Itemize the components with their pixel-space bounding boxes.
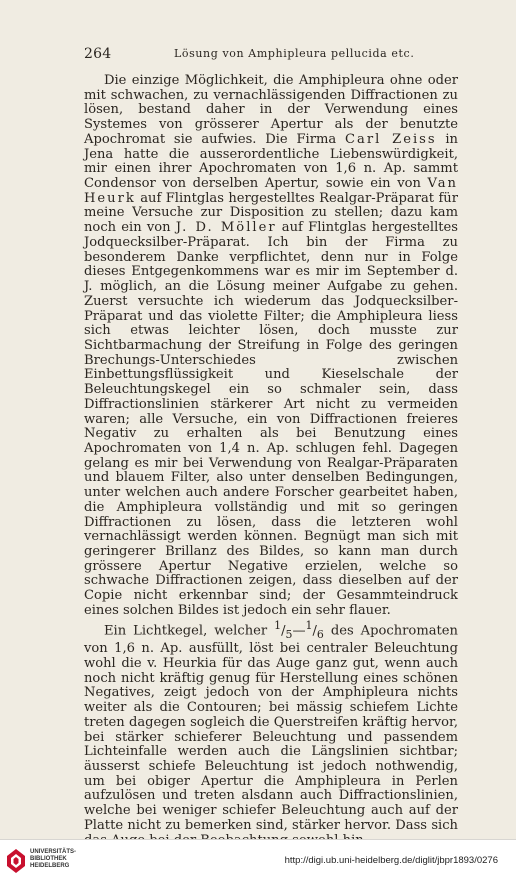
running-title: Lösung von Amphipleura pellucida etc. xyxy=(174,47,415,60)
paragraph-1-text-a: Die einzige Möglichkeit, die Amphipleura ohne oder mit schwachen, zu vernachlässigenden Diffractionen zu lösen, bestand daher in der Verwendung eines Systemes von grösserer Apertur als der benutzte Apochromat sie aufwies. Die Firma xyxy=(84,73,458,147)
fraction-2-denominator: 6 xyxy=(316,627,324,641)
body-text xyxy=(84,74,458,848)
fraction-1-denominator: 5 xyxy=(285,627,293,641)
name-carl-zeiss: Carl Zeiss xyxy=(345,131,437,147)
name-van-heurk: Van Heurk xyxy=(84,176,458,206)
name-moeller: J. D. Möller xyxy=(175,220,277,236)
fraction-2-numerator: 1 xyxy=(305,618,313,632)
permalink-url[interactable]: http://digi.ub.uni-heidelberg.de/diglit/jbpr1893/0276 xyxy=(284,855,498,866)
paragraph-2: Ein Lichtkegel, welcher $^1/_5—^1/_6$ des Apochromaten von 1,6 n. Ap. ausfüllt, löst bei centraler Beleuchtung wohl die v. Heurkia für das Auge ganz gut, wenn auch noch nicht kräftig genug für Herstellung eines schönen Negatives, zeigt jedoch von der Amphipleura nichts weiter als die Contouren; bei mässig schiefem Lichte treten dagegen sogleich die Querstreifen kräftig hervor, bei stärker schieferer Beleuchtung und passendem Lichteinfalle werden auch die Längslinien sichtbar; äusserst schiefe Beleuchtung ist jedoch nothwendig, um bei obiger Apertur die Amphipleura in Perlen aufzulösen und treten alsdann auch Diffractionslinien, welche bei weniger schiefer Beleuchtung auch auf der Platte nicht zu bemerken sind, stärker hervor. Dass sich xyxy=(84,619,458,849)
library-name xyxy=(30,849,76,870)
library-name-line-2: BIBLIOTHEK xyxy=(30,856,67,862)
library-name-line-3: HEIDELBERG xyxy=(30,863,70,869)
paragraph-1-text-c: auf Flintglas hergestelltes Realgar-Präparat für meine Versuche zur Disposition zu stellen; dazu kam noch ein von xyxy=(84,190,458,236)
paragraph-2-text-a: Ein Lichtkegel, welcher xyxy=(104,622,275,638)
university-library-logo-icon xyxy=(6,848,26,874)
paragraph-1-text-b: in Jena hatte die ausserordentliche Liebenswürdigkeit, mir einen ihrer Apochromaten von 1,6 n. Ap. sammt Condensor von derselben Apertur, sowie ein von xyxy=(84,131,458,192)
page-number: 264 xyxy=(84,46,112,62)
library-name-line-1: UNIVERSITÄTS- xyxy=(30,849,77,855)
paragraph-1-text-d: auf Flintglas hergestelltes Jodquecksilber-Präparat. Ich bin der Firma zu besonderem Danke verpflichtet, denn nur in Folge dieses Entgegenkommens war es mir im September d. J. möglich, an die Lösung meiner Aufgabe zu gehen. Zuerst versuchte ich wiederum das Jodquecksilber-Präparat und das violette Filter; die Amphipleura liess sich etwas leichter lösen, doch musste zur Sichtbarmachung der Streifung in Folge des geringen Brechungs-Unterschiedes zwischen Einbettungsflüssigkeit und Kieselschale der Beleuchtungskegel ein so schmaler sein, dass Diffractionslinien stärkerer Art nicht zu vermeiden waren; alle Versuche, ein von Diffractionen freieres Negativ zu erhalten als bei Benutzung eines Apochromaten von 1,4 n. Ap. schlugen fehl. Dagegen gelang es mir bei Verwendung von Realgar-Präparaten und blauem Filter, also unter denselben Bedingungen, unter welchen auch andere Forscher gearbeitet haben, die Amphipleura vollständig und mit so geringen Diffractionen zu lösen, dass die letzteren wohl vernachlässigt werden können. Begnügt man sich mit geringerer Brillanz des Bildes, so kann man durch grössere Apertur Negative erzielen, welche so schwache Diffractionen zeigen, dass dieselben auf der Copie nicht erkennbar sind; der Gesammteindruck eines solchen Bildes ist jedoch ein sehr flauer. xyxy=(84,220,459,618)
page-header xyxy=(84,46,458,66)
fraction-dash: — xyxy=(292,622,306,638)
paragraph-1 xyxy=(84,74,458,619)
digitization-footer xyxy=(0,839,516,884)
paragraph-2-text-b: des Apochromaten von 1,6 n. Ap. ausfüllt, löst bei centraler Beleuchtung wohl die v. Heurkia für das Auge ganz gut, wenn auch noch nicht kräftig genug für Herstellung eines schönen Negatives, zeigt jedoch von der Amphipleura nichts weiter als die Contouren; bei mässig schiefem Lichte treten dagegen sogleich die Querstreifen kräftig hervor, bei stärker schieferer Beleuchtung und passendem Lichteinfalle werden auch die Längslinien sichtbar; äusserst schiefe Beleuchtung ist jedoch nothwendig, um bei obiger Apertur die Amphipleura in Perlen aufzulösen und treten alsdann auch Diffractionslinien, welche bei weniger schiefer Beleuchtung auch auf der Platte nicht zu bemerken sind, stärker hervor. Dass sich xyxy=(84,622,458,833)
fraction-1-numerator: 1 xyxy=(274,618,282,632)
